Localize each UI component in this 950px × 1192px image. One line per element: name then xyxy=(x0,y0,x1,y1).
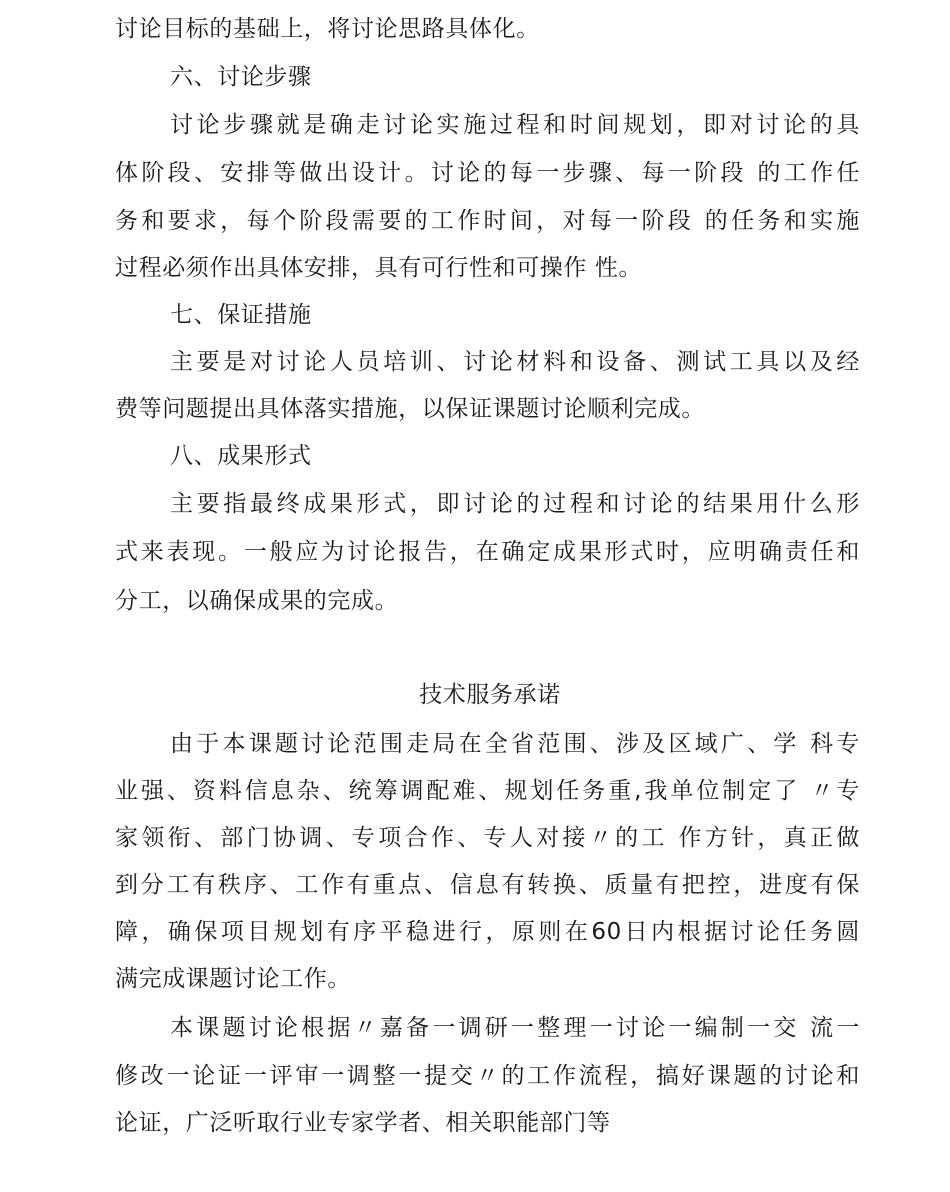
paragraph-line: 讨论步骤就是确走讨论实施过程和时间规划，即对讨论的具 xyxy=(170,112,860,138)
paragraph-line: 费等问题提出具体落实措施，以保证课题讨论顺利完成。 xyxy=(115,396,705,422)
paragraph-line: 论证，广泛听取行业专家学者、相关职能部门等 xyxy=(115,1110,611,1136)
paragraph-line: 由于本课题讨论范围走局在全省范围、涉及区域广、学 科专 xyxy=(170,731,860,757)
paragraph-line: 主要指最终成果形式，即讨论的过程和讨论的结果用什么形 xyxy=(170,491,860,517)
paragraph-line: 家领衔、部门协调、专项合作、专人对接〃的工 作方针，真正做 xyxy=(115,825,860,851)
section-heading: 六、讨论步骤 xyxy=(170,64,312,90)
paragraph-line: 业强、资料信息杂、统筹调配难、规划任务重,我单位制定了 〃专 xyxy=(115,778,860,804)
paragraph-line: 过程必须作出具体安排，具有可行性和可操作 性。 xyxy=(115,255,643,281)
paragraph-line: 体阶段、安排等做出设计。讨论的每一步骤、每一阶段 的工作任 xyxy=(115,160,860,186)
section-heading: 八、成果形式 xyxy=(170,443,312,469)
section-title: 技术服务承诺 xyxy=(419,682,561,708)
paragraph-line: 务和要求，每个阶段需要的工作时间，对每一阶段 的任务和实施 xyxy=(115,208,860,234)
paragraph-line: 本课题讨论根据〃嘉备一调研一整理一讨论一编制一交 流一 xyxy=(170,1015,860,1041)
paragraph-line: 修改一论证一评审一调整一提交〃的工作流程，搞好课题的讨论和 xyxy=(115,1063,860,1089)
paragraph-line: 到分工有秩序、工作有重点、信息有转换、质量有把控，进度有保 xyxy=(115,872,860,898)
paragraph-line: 分工，以确保成果的完成。 xyxy=(115,588,399,614)
section-heading: 七、保证措施 xyxy=(170,302,312,328)
paragraph-line: 式来表现。一般应为讨论报告，在确定成果形式时，应明确责任和 xyxy=(115,539,860,565)
paragraph-line: 障，确保项目规划有序平稳进行，原则在60日内根据讨论任务圆 xyxy=(115,919,860,945)
paragraph-line: 主要是对讨论人员培训、讨论材料和设备、测试工具以及经 xyxy=(170,349,860,375)
paragraph-line: 满完成课题讨论工作。 xyxy=(115,966,351,992)
paragraph-line: 讨论目标的基础上，将讨论思路具体化。 xyxy=(115,16,540,42)
